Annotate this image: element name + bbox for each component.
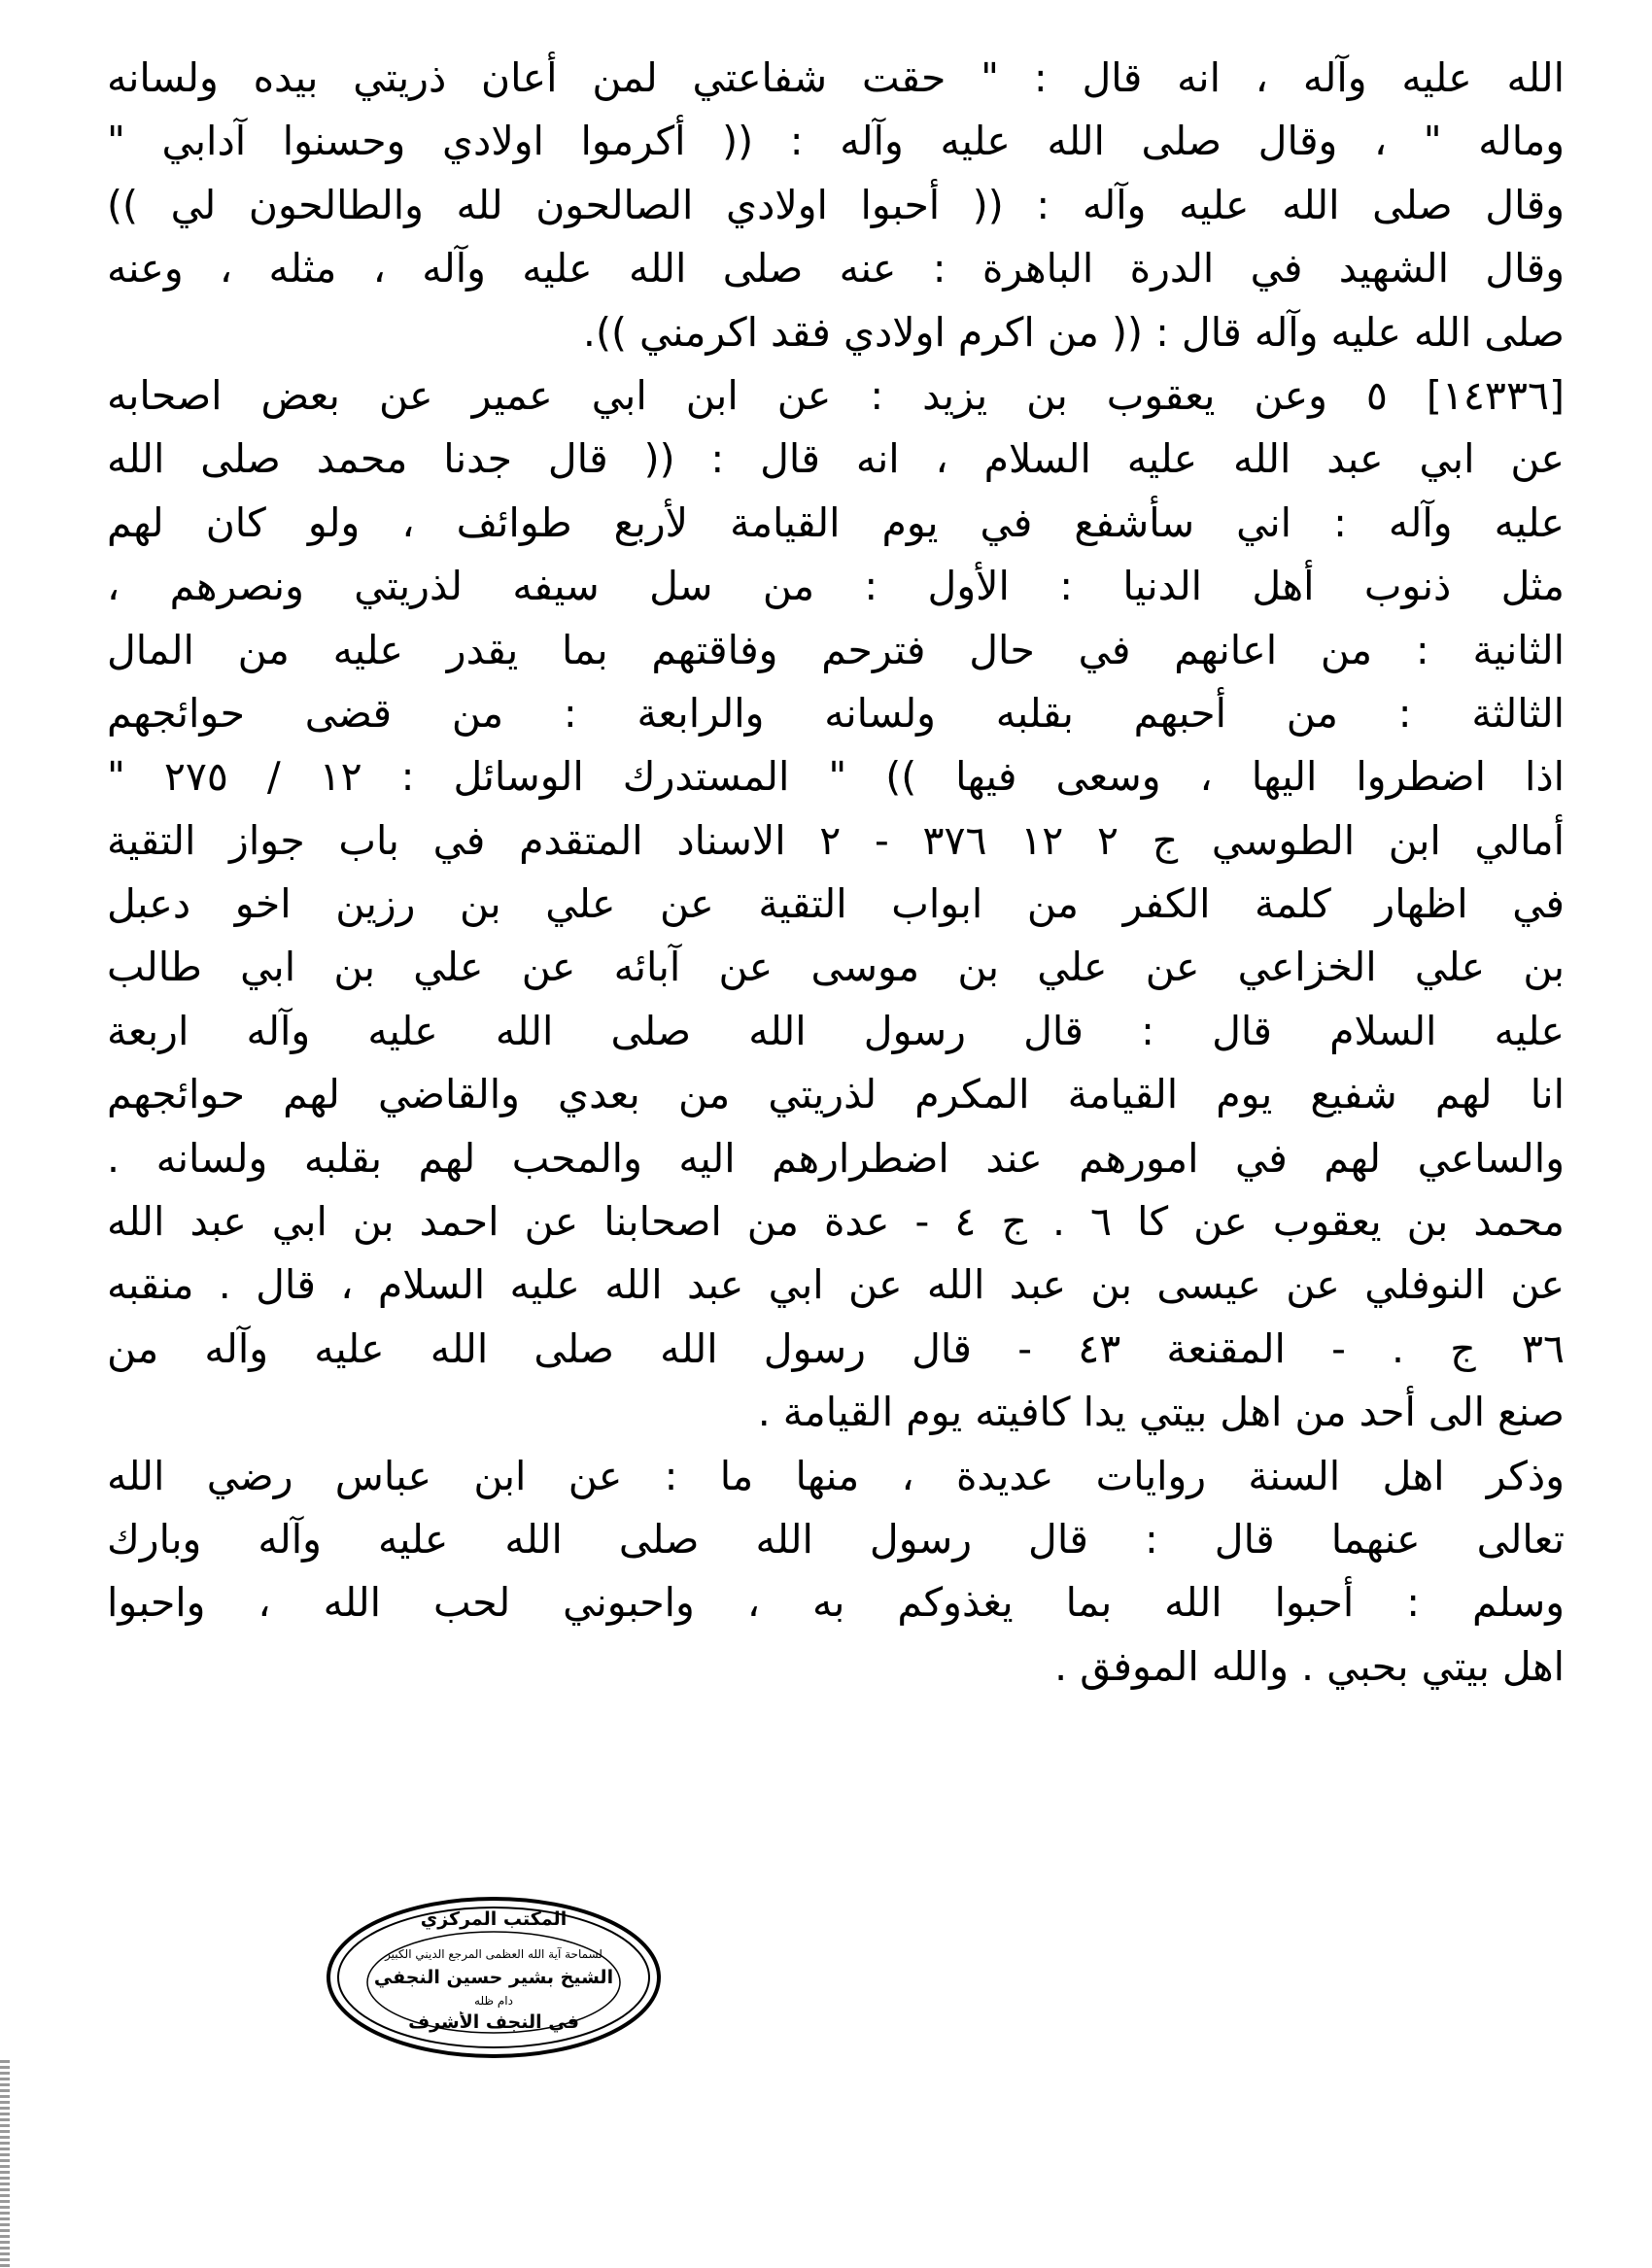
text-line: انا لهم شفيع يوم القيامة المكرم لذريتي من بعدي والقاضي لهم حوائجهم	[107, 1071, 1565, 1118]
text-line: عن النوفلي عن عيسى بن عبد الله عن ابي عبد الله عليه السلام ، قال . منقبه	[107, 1261, 1565, 1309]
text-line: وقال صلى الله عليه وآله : (( أحبوا اولادي الصالحون لله والطالحون لي ))	[107, 181, 1565, 228]
text-line: وسلم : أحبوا الله بما يغذوكم به ، واحبوني لحب الله ، واحبوا	[107, 1579, 1565, 1627]
text-line: صلى الله عليه وآله قال : (( من اكرم اولادي فقد اكرمني )).	[582, 308, 1565, 356]
text-line: تعالى عنهما قال : قال رسول الله صلى الله عليه وآله وبارك	[107, 1515, 1565, 1563]
text-line: مثل ذنوب أهل الدنيا : الأول : من سل سيفه لذريتي ونصرهم ،	[107, 563, 1565, 610]
stamp-line-1: لسماحة آية الله العظمى المرجع الديني الكبير	[385, 1947, 602, 1961]
text-line: عن ابي عبد الله عليه السلام ، انه قال : (( قال جدنا محمد صلى الله	[107, 435, 1565, 483]
text-line: الثالثة : من أحبهم بقلبه ولسانه والرابعة : من قضى حوائجهم	[107, 689, 1565, 737]
handwritten-text-block	[107, 47, 1565, 1699]
stamp-line-3: دام ظله	[474, 1994, 513, 2008]
office-stamp	[324, 1895, 664, 2060]
text-line: في اظهار كلمة الكفر من ابواب التقية عن علي بن رزين اخو دعبل	[107, 880, 1565, 928]
text-line: عليه السلام قال : قال رسول الله صلى الله عليه وآله اربعة	[107, 1007, 1565, 1054]
text-line: اذا اضطروا اليها ، وسعى فيها )) " المستدرك الوسائل : ١٢ / ٢٧٥ "	[107, 753, 1565, 801]
stamp-line-2: الشيخ بشير حسين النجفي	[373, 1967, 614, 1988]
text-line: وماله " ، وقال صلى الله عليه وآله : (( أكرموا اولادي وحسنوا آدابي "	[107, 118, 1565, 165]
stamp-title: المكتب المركزي	[420, 1908, 568, 1930]
scan-edge-artifact	[0, 2060, 10, 2268]
text-line: الله عليه وآله ، انه قال : " حقت شفاعتي لمن أعان ذريتي بيده ولسانه	[107, 54, 1565, 101]
stamp-line-4: في النجف الأشرف	[408, 2011, 579, 2033]
text-line: الثانية : من اعانهم في حال فترحم وفاقتهم بما يقدر عليه من المال	[107, 626, 1565, 673]
text-line: والساعي لهم في امورهم عند اضطرارهم اليه والمحب لهم بقلبه ولسانه .	[107, 1134, 1565, 1182]
text-line: عليه وآله : اني سأشفع في يوم القيامة لأربع طوائف ، ولو كان لهم	[107, 498, 1565, 546]
hadith-number-line: [١٤٣٣٦] ٥ وعن يعقوب بن يزيد : عن ابن ابي عمير عن بعض اصحابه	[107, 371, 1565, 419]
text-line: محمد بن يعقوب عن كا ٦ . ج ٤ - عدة من اصحابنا عن احمد بن ابي عبد الله	[107, 1198, 1565, 1246]
text-line: صنع الى أحد من اهل بيتي يدا كافيته يوم القيامة .	[757, 1389, 1565, 1436]
text-line: بن علي الخزاعي عن علي بن موسى عن آبائه عن علي بن ابي طالب	[107, 944, 1565, 991]
text-line: وذكر اهل السنة روايات عديدة ، منها ما : عن ابن عباس رضي الله	[107, 1452, 1565, 1499]
text-line: وقال الشهيد في الدرة الباهرة : عنه صلى الله عليه وآله ، مثله ، وعنه	[107, 245, 1565, 292]
text-line: اهل بيتي بحبي . والله الموفق .	[1054, 1642, 1565, 1690]
text-line: أمالي ابن الطوسي ج ٢ ١٢ ٣٧٦ - ٢ الاسناد المتقدم في باب جواز التقية	[107, 816, 1565, 864]
text-line: ٣٦ ج . - المقنعة ٤٣ - قال رسول الله صلى الله عليه وآله من	[107, 1324, 1565, 1372]
